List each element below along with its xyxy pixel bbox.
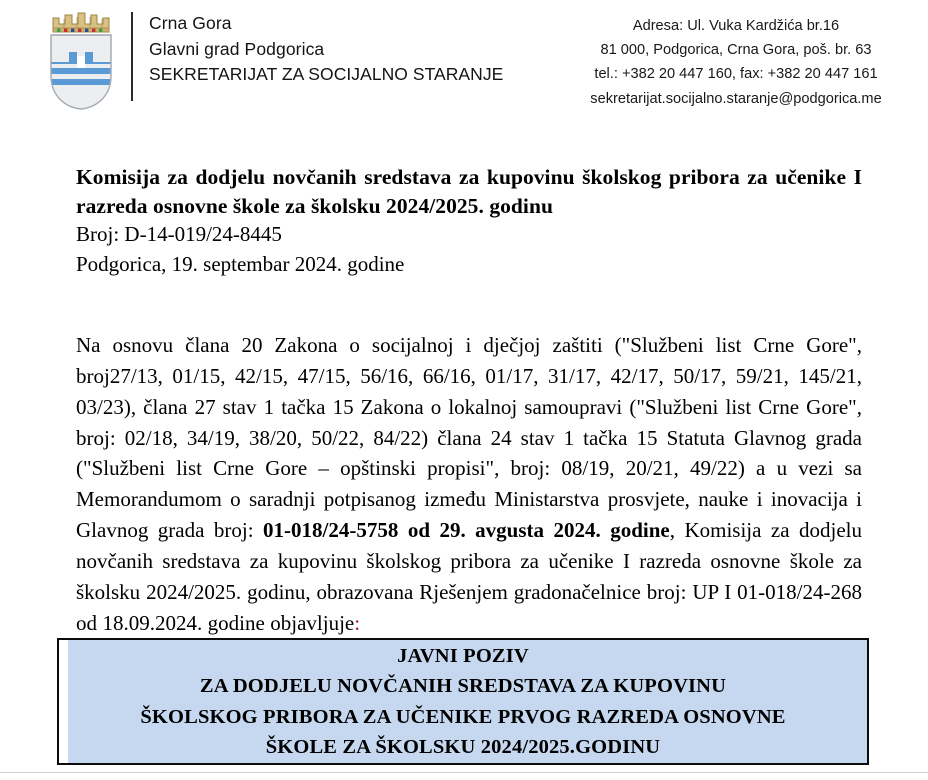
place-and-date: Podgorica, 19. septembar 2024. godine bbox=[76, 252, 405, 276]
document-header bbox=[0, 0, 928, 118]
podgorica-coat-of-arms-icon bbox=[44, 6, 118, 112]
callout-line-1: JAVNI POZIV bbox=[397, 645, 529, 668]
callout-text bbox=[59, 640, 867, 763]
address-postal: 81 000, Podgorica, Crna Gora, poš. br. 63 bbox=[600, 42, 872, 59]
memorandum-reference: 01-018/24-5758 od 29. avgusta 2024. godine bbox=[263, 518, 670, 543]
callout-line-3: ŠKOLSKOG PRIBORA ZA UČENIKE PRVOG RAZREDA OSNOVNE bbox=[140, 705, 786, 728]
organization-block bbox=[149, 11, 503, 88]
callout-line-2: ZA DODJELU NOVČANIH SREDSTAVA ZA KUPOVINU bbox=[199, 675, 727, 698]
page-title: Komisija za dodjelu novčanih sredstava za kupovinu školskog pribora za učenike I razreda osnovne škole za školsku 2024/2025. godinu bbox=[76, 165, 862, 218]
title-block bbox=[76, 163, 862, 280]
legal-basis-part-1: Na osnovu člana 20 Zakona o socijalnoj i dječjoj zaštiti ("Službeni list Crne Gore", broj27/13, 01/15, 42/15, 47/15, 56/16, 66/16, 01/17, 31/17, 42/17, 50/17, 59/21, 145/21, 03/23), člana 27 stav 1 tačka 15 Zakona o lokalnoj samoupravi ("Službeni list Crne Gore", broj: 02/18, 34/19, 38/20, 50/22, 84/22) člana 24 stav 1 tačka 15 Statuta Glavnog grada ("Službeni list Crne Gore – opštinski propisi", broj: 08/19, 20/21, 49/22) a u vezi sa Memorandumom o saradnji potpisanog između Ministarstva prosvjete, nauke i inovacija i Glavnog grada broj: bbox=[76, 333, 862, 543]
body-block bbox=[76, 330, 862, 639]
callout-line-4: ŠKOLE ZA ŠKOLSKU 2024/2025.GODINU bbox=[265, 735, 661, 758]
org-city: Glavni grad Podgorica bbox=[149, 38, 325, 59]
address-street: Adresa: Ul. Vuka Kardžića br.16 bbox=[632, 18, 840, 34]
page-bottom-rule bbox=[0, 772, 928, 773]
document-number: Broj: D-14-019/24-8445 bbox=[76, 222, 282, 247]
org-department: SEKRETARIJAT ZA SOCIJALNO STARANJE bbox=[149, 64, 504, 85]
address-block bbox=[546, 14, 926, 111]
address-phone-fax: tel.: +382 20 447 160, fax: +382 20 447 161 bbox=[594, 66, 878, 83]
org-country: Crna Gora bbox=[149, 13, 232, 33]
public-call-callout bbox=[57, 638, 869, 765]
trailing-colon: : bbox=[354, 610, 361, 635]
header-vertical-divider bbox=[131, 12, 133, 101]
address-email: sekretarijat.socijalno.staranje@podgorica.me bbox=[590, 90, 882, 107]
legal-basis-paragraph bbox=[76, 330, 862, 639]
legal-basis-part-2: , Komisija za dodjelu novčanih sredstava za kupovinu školskog pribora za učenike I razreda osnovne škole za školsku 2024/2025. godinu, obrazovana Rješenjem gradonačelnice broj: UP I 01-018/24-268 od 18.09.2024. godine objavljuje bbox=[76, 518, 863, 635]
